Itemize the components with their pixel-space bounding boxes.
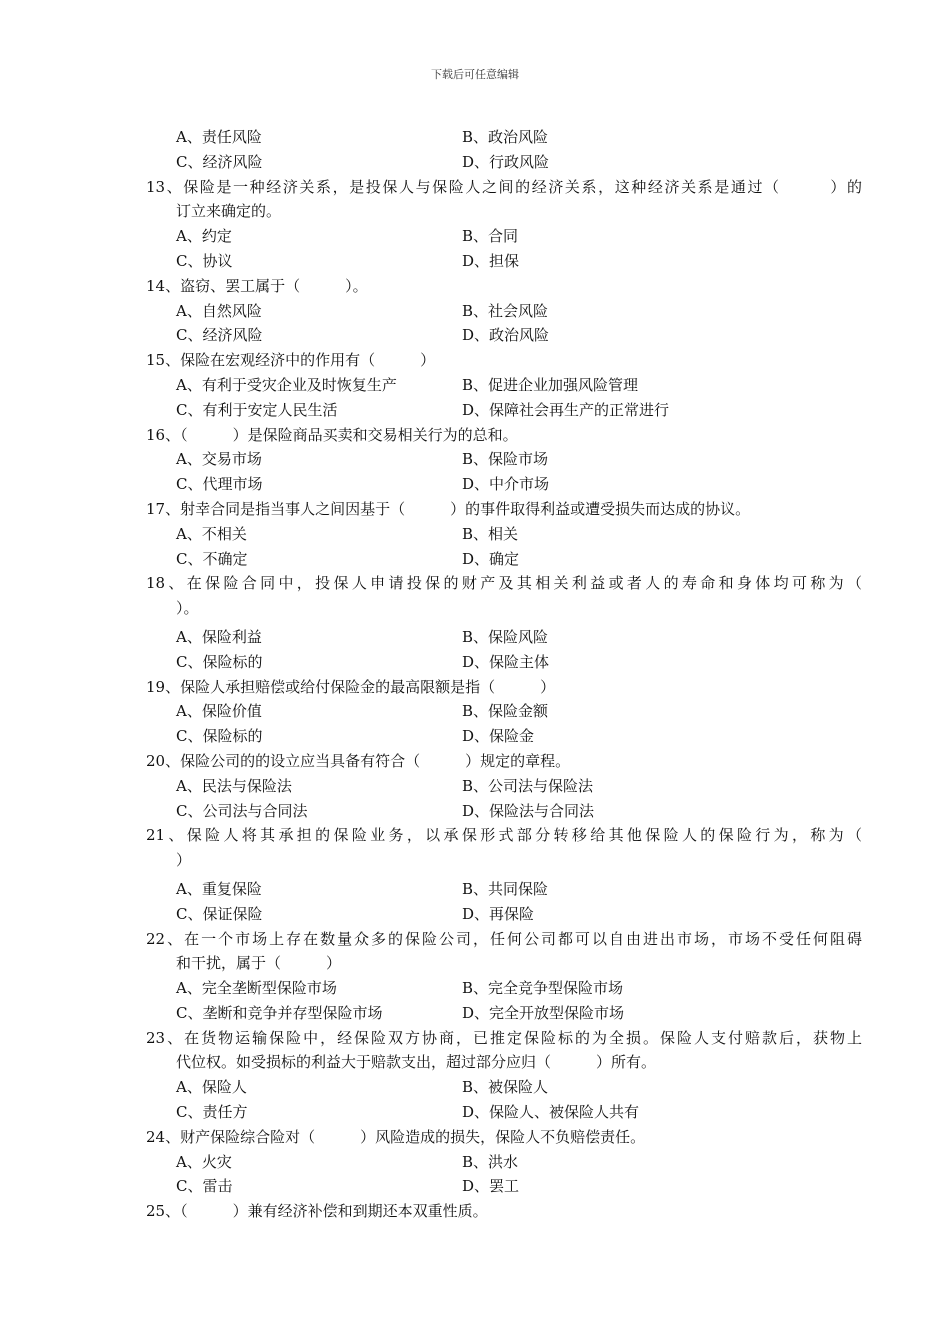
option-right: B、完全竞争型保险市场 <box>462 979 624 998</box>
option-left: C、垄断和竞争并存型保险市场 <box>176 1003 383 1022</box>
question <box>146 274 862 299</box>
option-row <box>146 373 862 398</box>
question-text-continued: 订立来确定的。 <box>176 202 282 221</box>
option-right: B、社会风险 <box>462 301 549 320</box>
question-text: 15、保险在宏观经济中的作用有（ ） <box>146 351 436 370</box>
question <box>146 675 862 700</box>
question <box>146 927 862 977</box>
option-left: A、保险利益 <box>176 627 262 646</box>
option-left: C、经济风险 <box>176 152 263 171</box>
question-text-continued: ）。 <box>176 599 199 618</box>
option-left: A、自然风险 <box>176 301 262 320</box>
question-text: 22、在一个市场上存在数量众多的保险公司，任何公司都可以自由进出市场，市场不受任何阻碍 <box>146 929 862 948</box>
option-right: B、共同保险 <box>462 879 549 898</box>
option-left: A、民法与保险法 <box>176 776 292 795</box>
option-right: B、保险风险 <box>462 627 549 646</box>
option-left: A、保险人 <box>176 1078 247 1097</box>
option-row <box>146 299 862 324</box>
question-text: 23、在货物运输保险中，经保险双方协商，已推定保险标的为全损。保险人支付赔款后，获物上 <box>146 1028 862 1047</box>
option-row <box>146 547 862 572</box>
option-right: D、中介市场 <box>462 475 550 494</box>
question-text: 16、（ ）是保险商品买卖和交易相关行为的总和。 <box>146 425 518 444</box>
question-list <box>146 125 862 1224</box>
option-right: B、相关 <box>462 524 519 543</box>
option-row <box>146 323 862 348</box>
question <box>146 1026 862 1076</box>
option-right: D、罢工 <box>462 1177 520 1196</box>
option-row <box>146 1075 862 1100</box>
question <box>146 823 862 877</box>
option-right: D、担保 <box>462 251 520 270</box>
option-row <box>146 699 862 724</box>
option-row <box>146 125 862 150</box>
option-row <box>146 902 862 927</box>
option-right: B、保险市场 <box>462 450 549 469</box>
option-left: C、有利于安定人民生活 <box>176 400 338 419</box>
question-text: 18、在保险合同中，投保人申请投保的财产及其相关利益或者人的寿命和身体均可称为（ <box>146 574 862 593</box>
question-text-continued: 和干扰，属于（ ） <box>176 954 342 973</box>
option-row <box>146 650 862 675</box>
option-left: C、保证保险 <box>176 904 263 923</box>
option-right: B、洪水 <box>462 1152 519 1171</box>
option-row <box>146 724 862 749</box>
question-text: 20、保险公司的的设立应当具备有符合（ ）规定的章程。 <box>146 751 571 770</box>
option-left: A、交易市场 <box>176 450 262 469</box>
option-right: D、完全开放型保险市场 <box>462 1003 625 1022</box>
option-left: A、约定 <box>176 227 232 246</box>
option-left: C、责任方 <box>176 1103 248 1122</box>
question <box>146 175 862 225</box>
option-left: C、协议 <box>176 251 233 270</box>
question-text: 24、财产保险综合险对（ ）风险造成的损失，保险人不负赔偿责任。 <box>146 1127 646 1146</box>
option-right: B、被保险人 <box>462 1078 549 1097</box>
option-left: A、责任风险 <box>176 128 262 146</box>
option-right: D、保险主体 <box>462 652 550 671</box>
option-right: B、促进企业加强风险管理 <box>462 375 639 394</box>
option-right: D、保障社会再生产的正常进行 <box>462 400 670 419</box>
question-text: 21、保险人将其承担的保险业务，以承保形式部分转移给其他保险人的保险行为，称为（ <box>146 826 862 845</box>
question-text: 17、射幸合同是指当事人之间因基于（ ）的事件取得利益或遭受损失而达成的协议。 <box>146 499 751 518</box>
option-left: C、经济风险 <box>176 326 263 345</box>
option-row <box>146 1174 862 1199</box>
option-row <box>146 224 862 249</box>
option-left: C、公司法与合同法 <box>176 801 308 820</box>
question <box>146 1125 862 1150</box>
page-header: 下载后可任意编辑 <box>431 68 519 81</box>
option-row <box>146 799 862 824</box>
question-text-continued: ） <box>176 851 192 870</box>
option-left: A、完全垄断型保险市场 <box>176 979 337 998</box>
question <box>146 423 862 448</box>
option-left: C、不确定 <box>176 549 248 568</box>
option-row <box>146 472 862 497</box>
question-text: 25、（ ）兼有经济补偿和到期还本双重性质。 <box>146 1202 488 1221</box>
option-row <box>146 877 862 902</box>
question <box>146 1199 862 1224</box>
question <box>146 348 862 373</box>
option-right: B、保险金额 <box>462 702 549 721</box>
option-right: D、再保险 <box>462 904 535 923</box>
question-text: 14、盗窃、罢工属于（ ）。 <box>146 276 368 295</box>
option-left: A、有利于受灾企业及时恢复生产 <box>176 375 397 394</box>
option-right: B、合同 <box>462 227 519 246</box>
option-right: D、保险法与合同法 <box>462 801 595 820</box>
question <box>146 749 862 774</box>
option-row <box>146 522 862 547</box>
option-right: D、确定 <box>462 549 520 568</box>
option-left: A、保险价值 <box>176 702 262 721</box>
option-left: A、不相关 <box>176 524 247 543</box>
option-right: D、保险金 <box>462 727 535 746</box>
option-left: C、保险标的 <box>176 652 263 671</box>
option-row <box>146 1001 862 1026</box>
question-text: 13、保险是一种经济关系，是投保人与保险人之间的经济关系，这种经济关系是通过（ ）的 <box>146 177 862 196</box>
option-row <box>146 625 862 650</box>
question <box>146 571 862 625</box>
question-text: 19、保险人承担赔偿或给付保险金的最高限额是指（ ） <box>146 677 556 696</box>
option-left: A、重复保险 <box>176 879 262 898</box>
option-right: D、政治风险 <box>462 326 550 345</box>
option-row <box>146 774 862 799</box>
question-text-continued: 代位权。如受损标的利益大于赔款支出，超过部分应归（ ）所有。 <box>176 1053 657 1072</box>
option-row <box>146 1100 862 1125</box>
option-left: A、火灾 <box>176 1152 232 1171</box>
option-left: C、保险标的 <box>176 727 263 746</box>
option-right: D、行政风险 <box>462 152 550 171</box>
option-left: C、雷击 <box>176 1177 233 1196</box>
option-row <box>146 447 862 472</box>
option-right: D、保险人、被保险人共有 <box>462 1103 640 1122</box>
option-right: B、公司法与保险法 <box>462 776 594 795</box>
option-row <box>146 1150 862 1175</box>
option-row <box>146 249 862 274</box>
question <box>146 497 862 522</box>
option-left: C、代理市场 <box>176 475 263 494</box>
option-row <box>146 976 862 1001</box>
option-right: B、政治风险 <box>462 128 549 146</box>
option-row <box>146 398 862 423</box>
option-row <box>146 150 862 175</box>
